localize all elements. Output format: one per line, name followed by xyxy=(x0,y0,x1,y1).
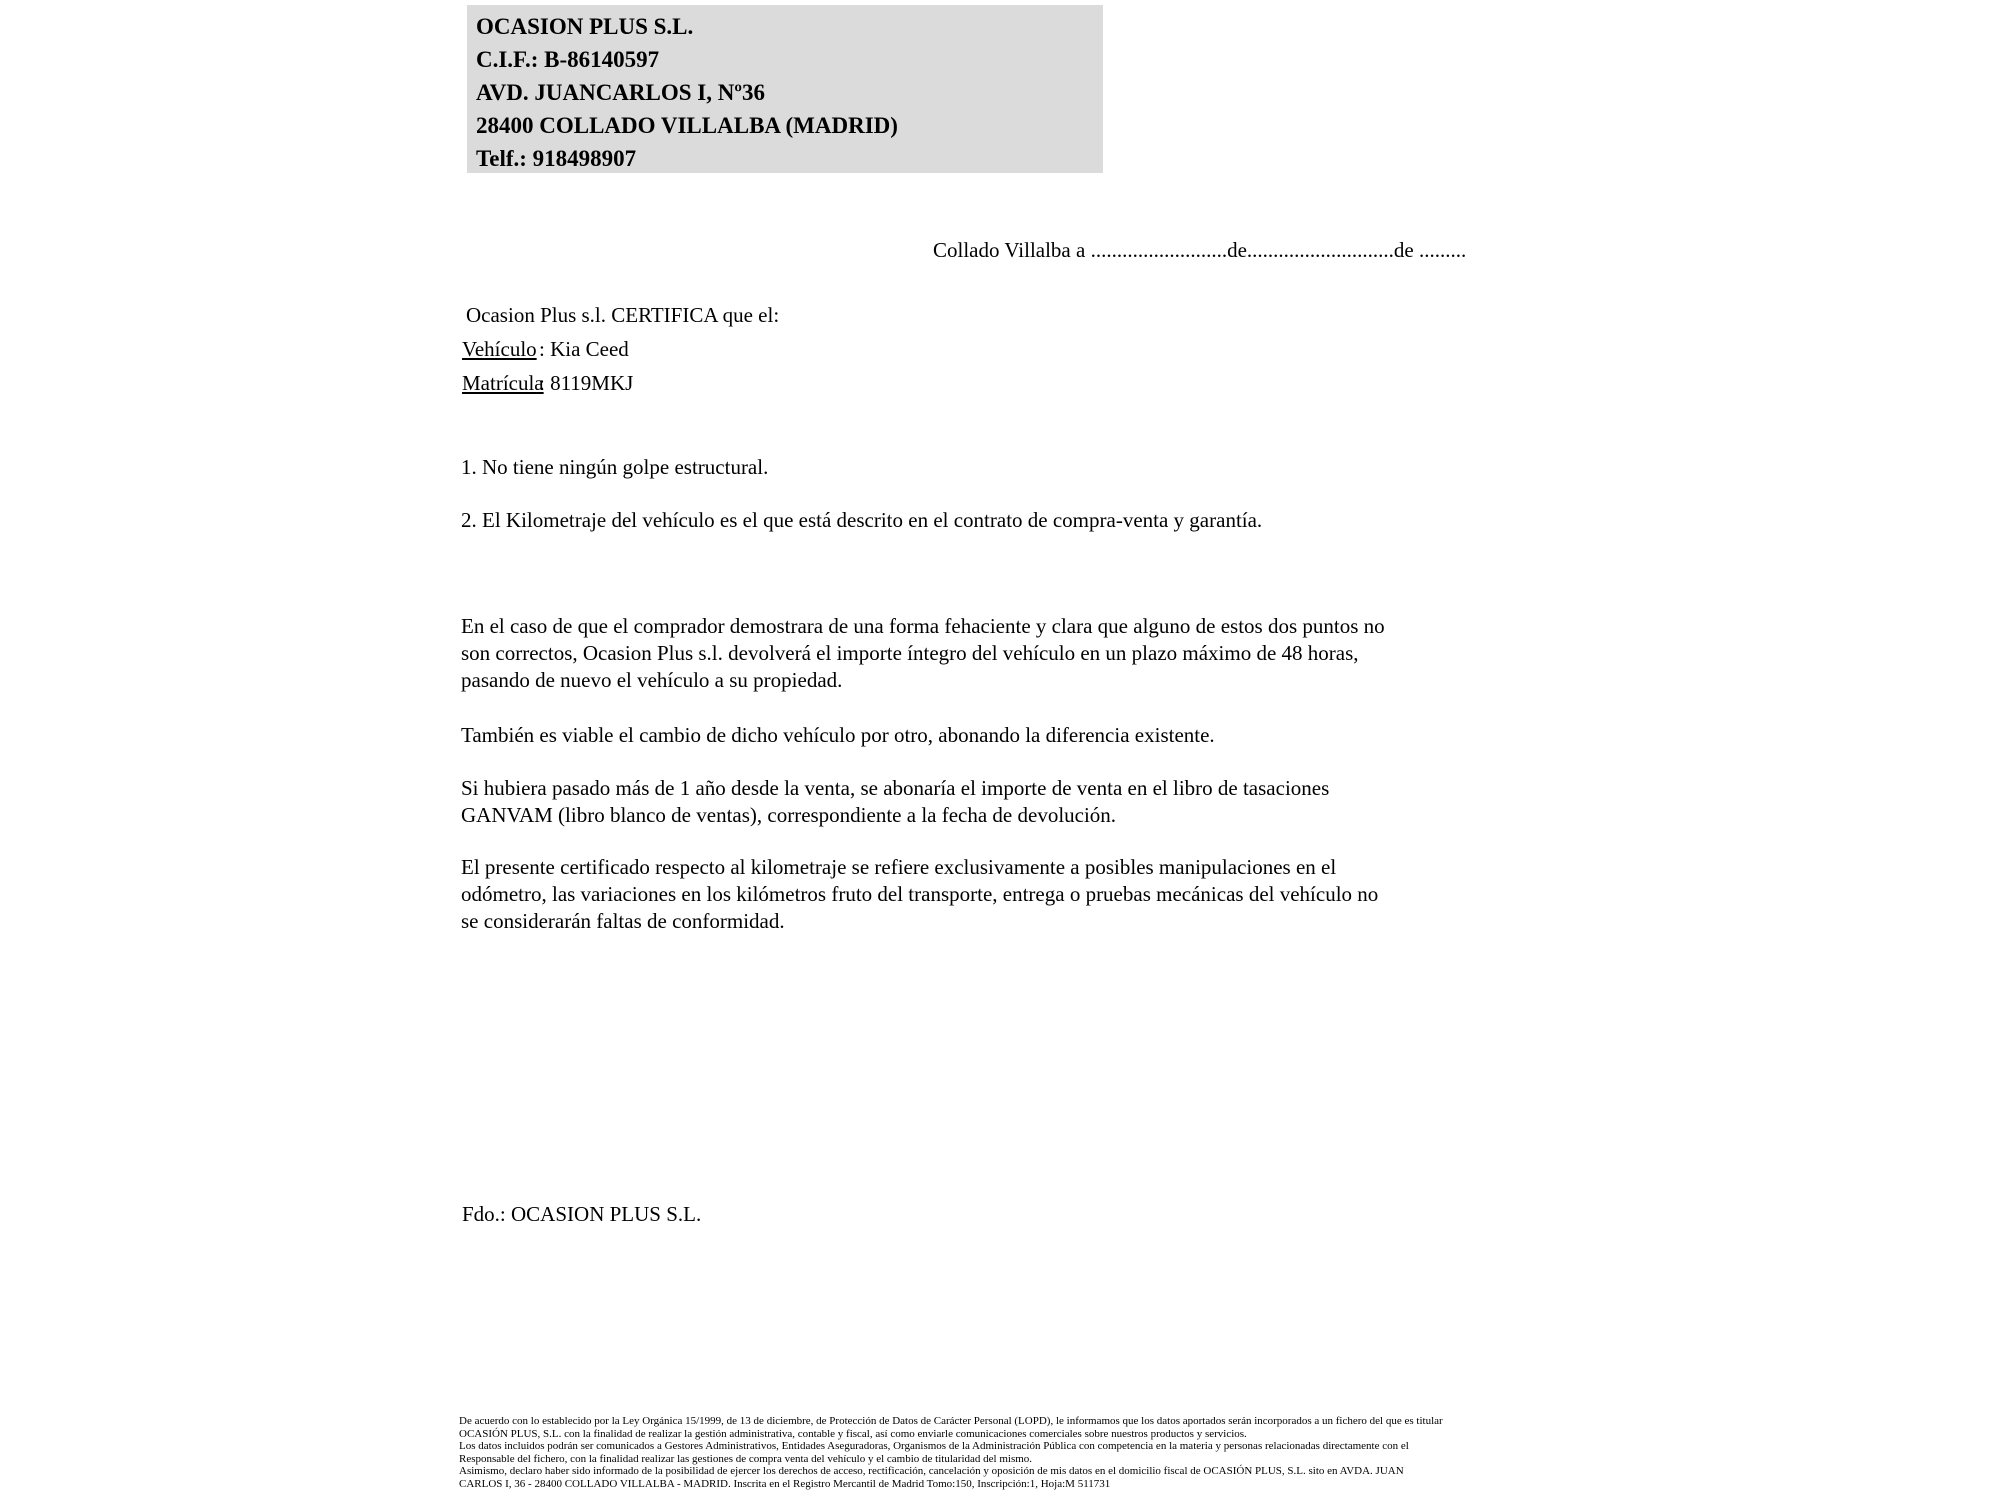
signature-line: Fdo.: OCASION PLUS S.L. xyxy=(462,1202,702,1226)
paragraph-line: son correctos, Ocasion Plus s.l. devolverá el importe íntegro del vehículo en un plazo máximo de 48 horas, xyxy=(461,641,1359,665)
paragraph-line: odómetro, las variaciones en los kilómetros fruto del transporte, entrega o pruebas mecánicas del vehículo no xyxy=(461,882,1379,906)
paragraph-line: Si hubiera pasado más de 1 año desde la venta, se abonaría el importe de venta en el libro de tasaciones xyxy=(461,776,1330,800)
company-cif: C.I.F.: B-86140597 xyxy=(476,47,660,72)
paragraph-line: En el caso de que el comprador demostrara de una forma fehaciente y clara que alguno de estos dos puntos no xyxy=(461,614,1385,638)
plate-label-text: Matrícula xyxy=(462,371,544,395)
certified-point-1: 1. No tiene ningún golpe estructural. xyxy=(461,455,769,479)
company-header-box xyxy=(467,5,1103,173)
legal-footnote xyxy=(459,1415,1443,1491)
company-name: OCASION PLUS S.L. xyxy=(476,14,694,39)
vehicle-row xyxy=(462,337,629,362)
legal-line: De acuerdo con lo establecido por la Ley Orgánica 15/1999, de 13 de diciembre, de Protección de Datos de Carácter Personal (LOPD), le informamos que los datos aportados serán incorporados a un fichero del que es titular xyxy=(459,1415,1443,1427)
refund-clause-paragraph xyxy=(461,613,1385,694)
legal-line: Los datos incluidos podrán ser comunicados a Gestores Administrativos, Entidades Aseguradoras, Organismos de la Administración Pública con competencia en la materia y personas relacionadas directamente con el xyxy=(459,1440,1409,1453)
date-place-line: Collado Villalba a ..........................de............................de ......... xyxy=(933,238,1467,262)
legal-line: CARLOS I, 36 - 28400 COLLADO VILLALBA - MADRID. Inscrita en el Registro Mercantil de Madrid Tomo:150, Inscripción:1, Hoja:M 511731 xyxy=(459,1477,1111,1490)
certify-intro-line: Ocasion Plus s.l. CERTIFICA que el: xyxy=(466,303,780,327)
plate-label xyxy=(462,371,544,396)
paragraph-line: pasando de nuevo el vehículo a su propiedad. xyxy=(461,668,843,692)
legal-line: Asimismo, declaro haber sido informado de la posibilidad de ejercer los derechos de acceso, rectificación, cancelación y oposición de mis datos en el domicilio fiscal de OCASIÓN PLUS, S.L. sito en AVDA. JUAN xyxy=(459,1465,1404,1478)
legal-line: Responsable del fichero, con la finalidad realizar las gestiones de compra venta del vehículo y el cambio de titularidad del mismo. xyxy=(459,1452,1033,1465)
ganvam-clause-paragraph xyxy=(461,775,1329,829)
company-address: AVD. JUANCARLOS I, Nº36 xyxy=(476,80,765,105)
paragraph-line: se considerarán faltas de conformidad. xyxy=(461,909,785,933)
exchange-clause-paragraph xyxy=(461,722,1215,749)
vehicle-label-text: Vehículo xyxy=(462,337,537,361)
company-phone: Telf.: 918498907 xyxy=(476,146,637,171)
paragraph-line: El presente certificado respecto al kilometraje se refiere exclusivamente a posibles manipulaciones en el xyxy=(461,855,1337,879)
legal-line: OCASIÓN PLUS, S.L. con la finalidad de realizar la gestión administrativa, contable y fiscal, así como enviarle comunicaciones comerciales sobre nuestros productos y servicios. xyxy=(459,1427,1247,1440)
plate-row xyxy=(462,371,633,396)
vehicle-label xyxy=(462,337,539,362)
vehicle-value: : Kia Ceed xyxy=(539,337,629,361)
paragraph-line: GANVAM (libro blanco de ventas), correspondiente a la fecha de devolución. xyxy=(461,803,1117,827)
company-city: 28400 COLLADO VILLALBA (MADRID) xyxy=(476,113,898,138)
certified-point-2: 2. El Kilometraje del vehículo es el que está descrito en el contrato de compra-venta y garantía. xyxy=(461,508,1263,532)
plate-value: : 8119MKJ xyxy=(539,371,634,395)
paragraph-line: También es viable el cambio de dicho vehículo por otro, abonando la diferencia existente. xyxy=(461,723,1215,747)
odometer-clause-paragraph xyxy=(461,854,1378,935)
